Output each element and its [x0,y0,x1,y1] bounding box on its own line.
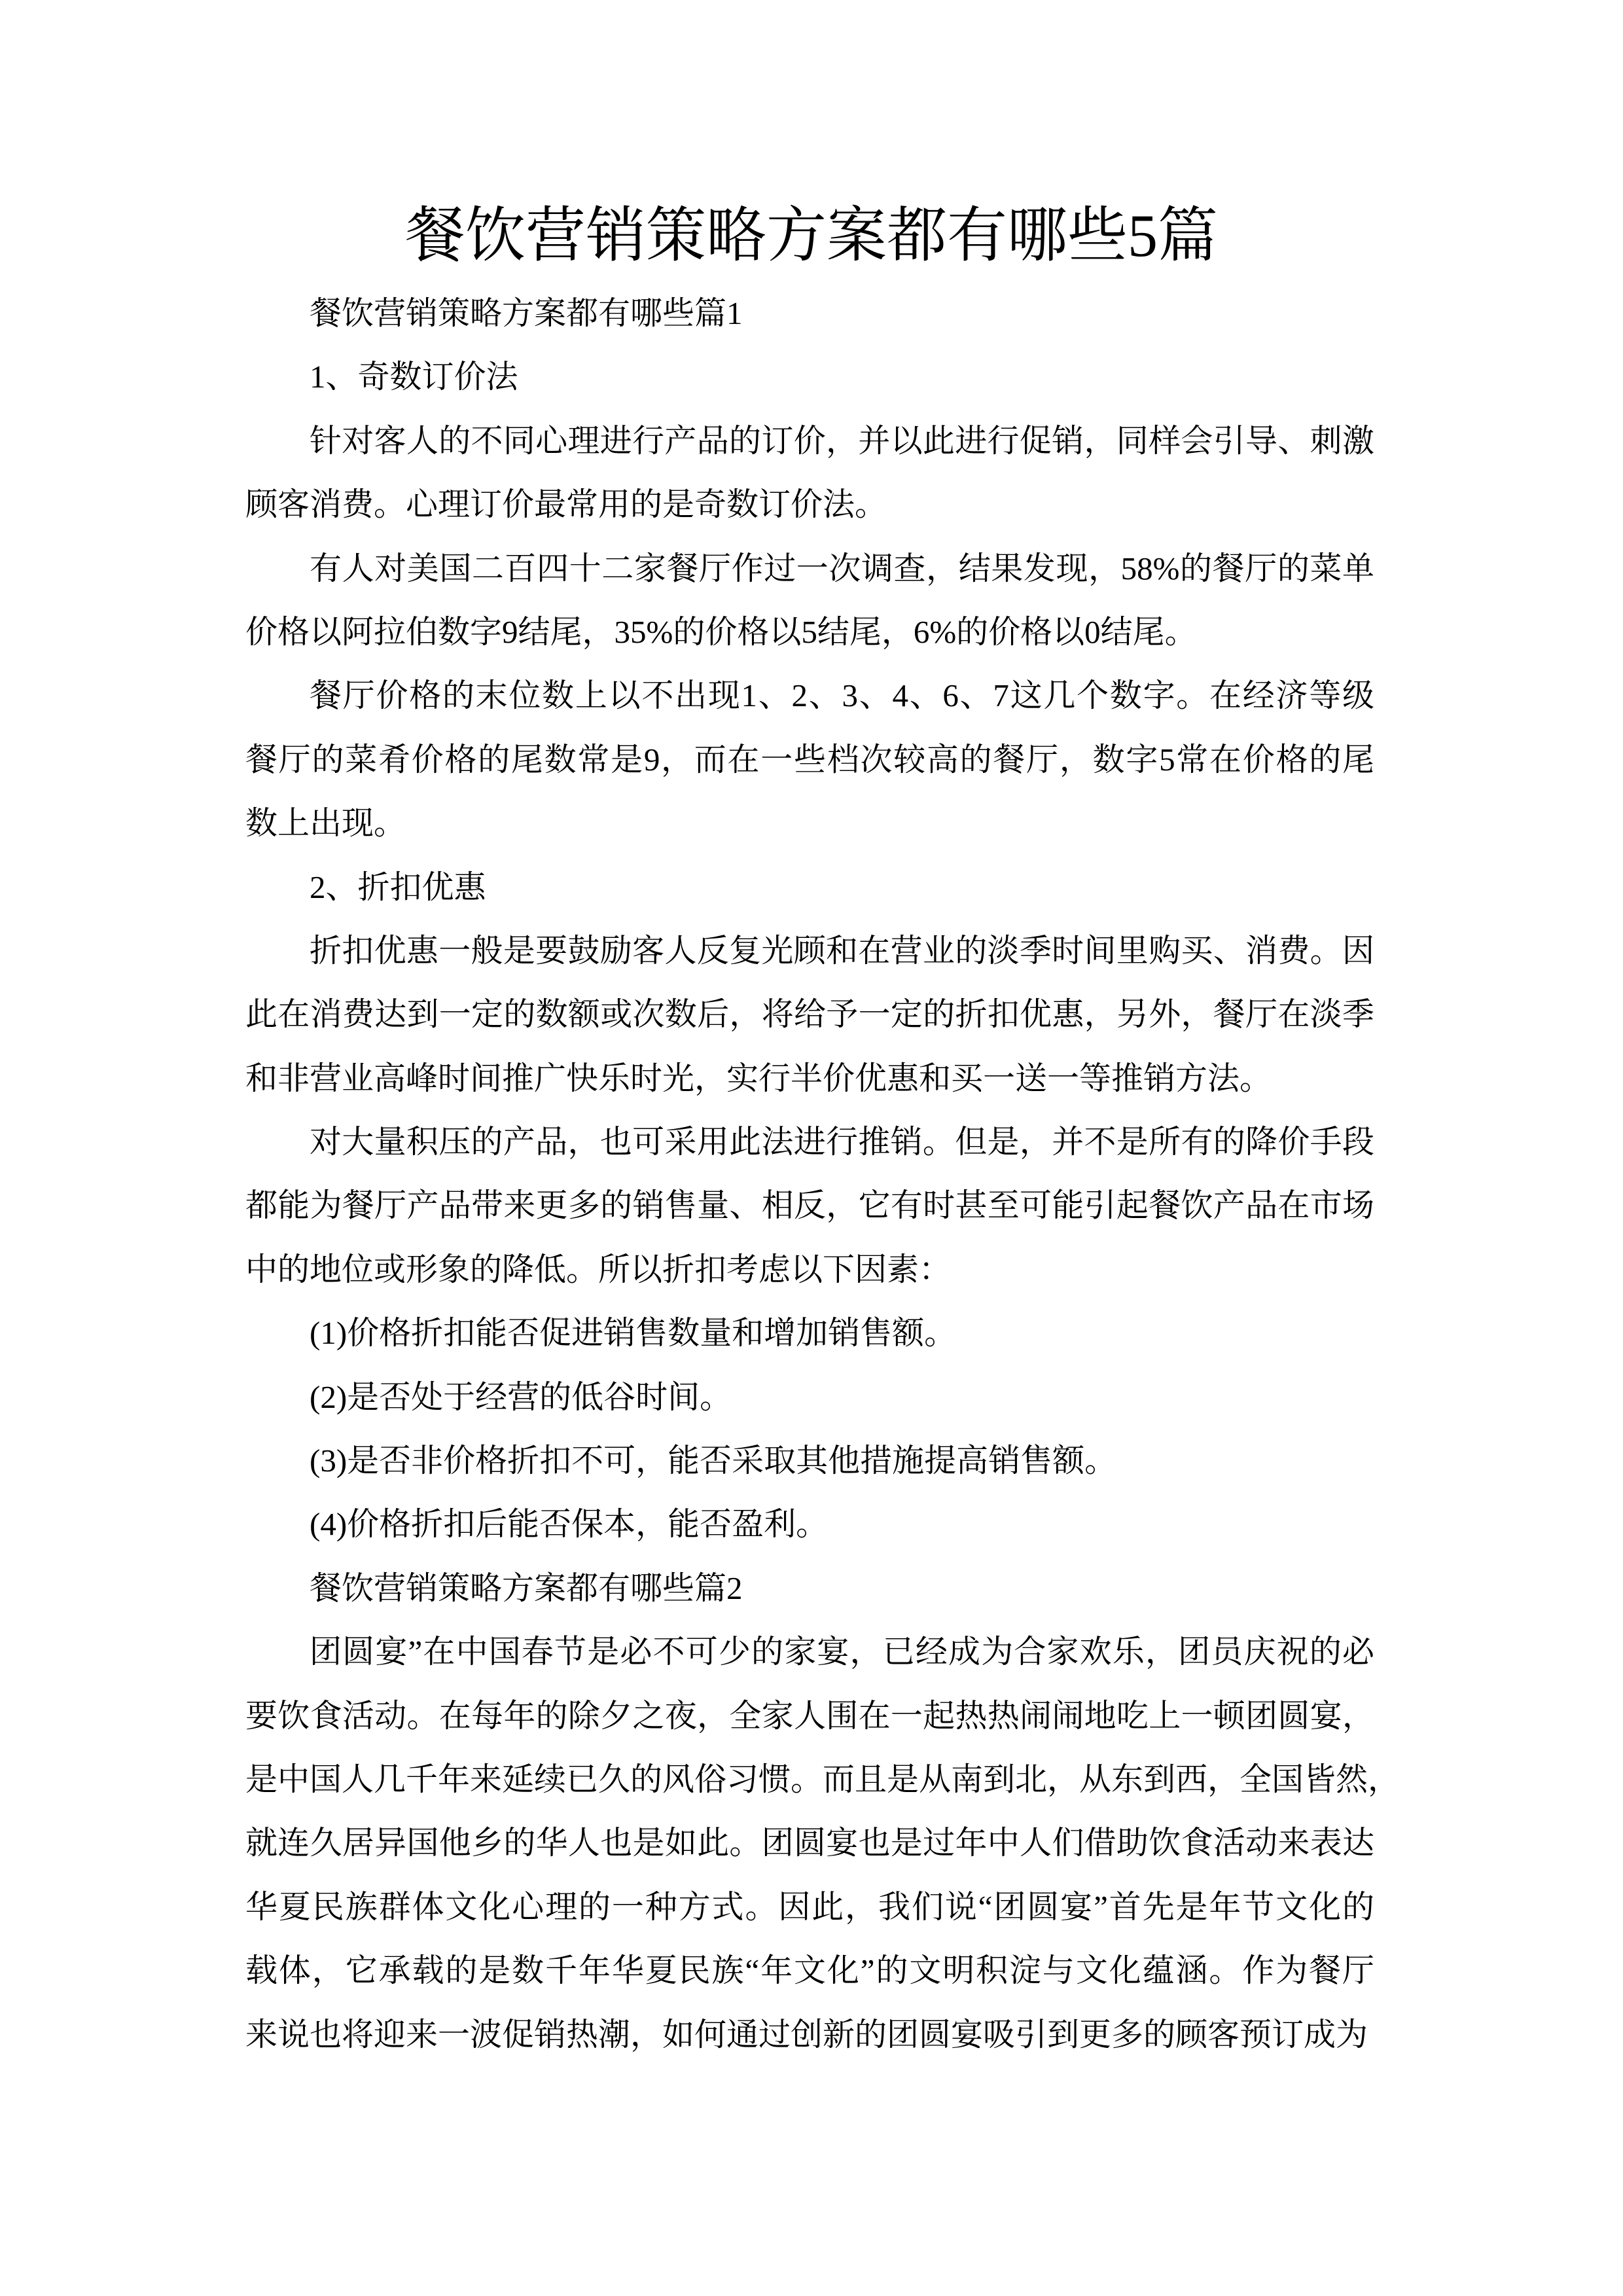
text-line: 2、折扣优惠 [310,869,486,905]
paragraph [245,1365,1374,1429]
text-line: 都能为餐厅产品带来更多的销售量、相反，它有时甚至可能引起餐饮产品在市场 [245,1187,1374,1224]
text-line: 中的地位或形象的降低。所以折扣考虑以下因素： [245,1251,952,1287]
text-line: 价格以阿拉伯数字9结尾，35%的价格以5结尾，6%的价格以0结尾。 [245,613,1197,650]
paragraph [245,1492,1374,1556]
paragraph [245,664,1374,855]
text-line: 华夏民族群体文化心理的一种方式。因此，我们说“团圆宴”首先是年节文化的 [245,1888,1374,1925]
paragraph [245,1556,1374,1620]
text-line: 餐饮营销策略方案都有哪些篇2 [310,1570,743,1606]
paragraph [245,1620,1400,2066]
text-line: 有人对美国二百四十二家餐厅作过一次调查，结果发现，58%的餐厅的菜单 [310,550,1374,586]
paragraph [245,281,1374,345]
text-line: 顾客消费。心理订价最常用的是奇数订价法。 [245,486,887,523]
text-line: 和非营业高峰时间推广快乐时光，实行半价优惠和买一送一等推销方法。 [245,1060,1272,1096]
paragraph [245,1429,1374,1492]
text-line: (3)是否非价格折扣不可，能否采取其他措施提高销售额。 [310,1443,1117,1479]
text-line: 就连久居异国他乡的华人也是如此。团圆宴也是过年中人们借助饮食活动来表达 [245,1825,1374,1861]
text-line: 折扣优惠一般是要鼓励客人反复光顾和在营业的淡季时间里购买、消费。因 [310,932,1374,969]
text-line: 是中国人几千年来延续已久的风俗习惯。而且是从南到北，从东到西，全国皆然， [245,1761,1400,1797]
text-line: (1)价格折扣能否促进销售数量和增加销售额。 [310,1315,957,1352]
text-line: 此在消费达到一定的数额或次数后，将给予一定的折扣优惠，另外，餐厅在淡季 [245,996,1374,1033]
paragraph [245,537,1374,664]
document-title: 餐饮营销策略方案都有哪些5篇 [404,202,1218,269]
text-line: 要饮食活动。在每年的除夕之夜，全家人围在一起热热闹闹地吃上一顿团圆宴， [245,1697,1374,1734]
paragraph [245,1110,1374,1301]
paragraph [245,855,1374,919]
paragraph [245,919,1374,1110]
text-line: 餐厅的菜肴价格的尾数常是9，而在一些档次较高的餐厅，数字5常在价格的尾 [245,741,1374,778]
paragraph [245,1301,1374,1365]
text-line: (4)价格折扣后能否保本，能否盈利。 [310,1506,829,1543]
text-line: 团圆宴”在中国春节是必不可少的家宴，已经成为合家欢乐，团员庆祝的必 [310,1634,1374,1670]
text-line: 数上出现。 [245,805,406,842]
paragraph [245,345,1374,408]
text-line: 针对客人的不同心理进行产品的订价，并以此进行促销，同样会引导、刺激 [310,422,1374,459]
document-body [245,281,1400,2066]
text-line: 餐厅价格的末位数上以不出现1、2、3、4、6、7这几个数字。在经济等级 [310,677,1374,714]
paragraph [245,409,1374,537]
text-line: 对大量积压的产品，也可采用此法进行推销。但是，并不是所有的降价手段 [310,1124,1374,1160]
text-line: (2)是否处于经营的低谷时间。 [310,1378,732,1415]
text-line: 载体，它承载的是数千年华夏民族“年文化”的文明积淀与文化蕴涵。作为餐厅 [245,1952,1374,1989]
text-line: 来说也将迎来一波促销热潮，如何通过创新的团圆宴吸引到更多的顾客预订成为 [245,2016,1368,2053]
text-line: 餐饮营销策略方案都有哪些篇1 [310,295,743,331]
text-line: 1、奇数订价法 [310,359,518,395]
